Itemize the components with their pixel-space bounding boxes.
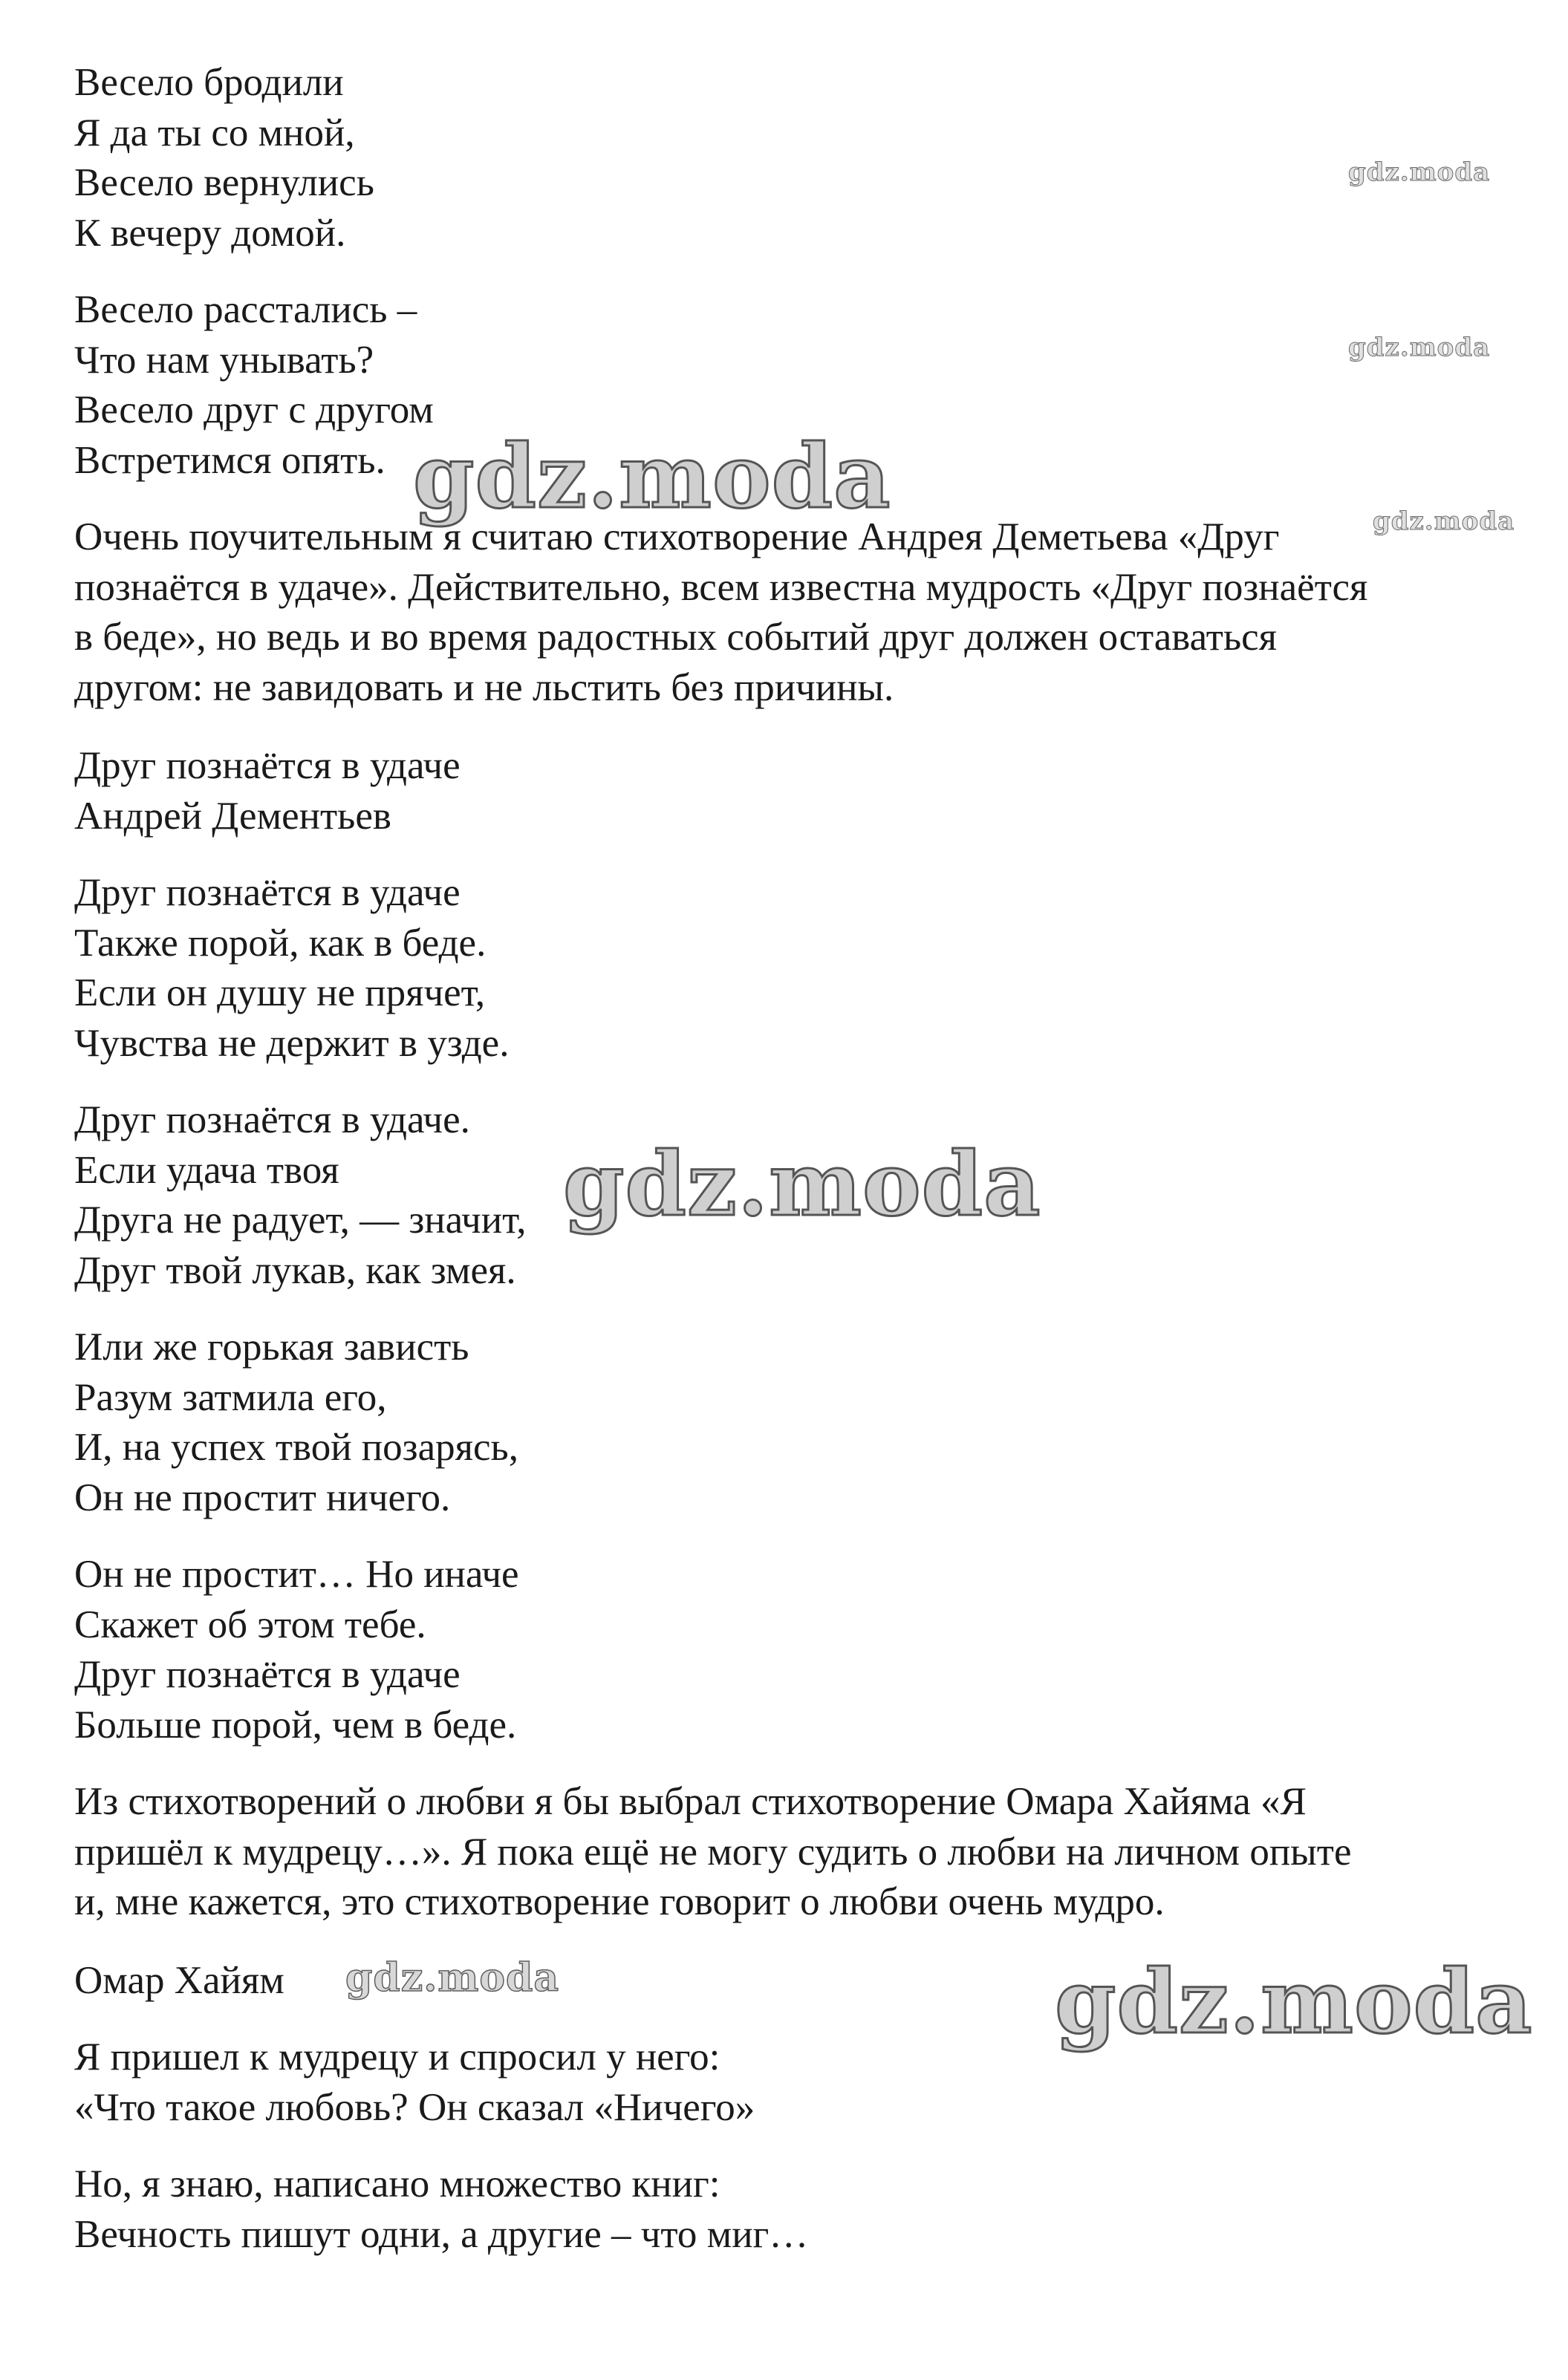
paragraph-line: Из стихотворений о любви я бы выбрал стихотворение Омара Хайяма «Я (74, 1780, 1307, 1823)
stanza (74, 58, 1508, 258)
paragraph-line: Очень поучительным я считаю стихотворение Андрея Деметьева «Друг (74, 515, 1280, 558)
verse-line: Друг познаётся в удаче (74, 871, 461, 914)
verse-line: Но, я знаю, написано множество книг: (74, 2162, 720, 2205)
verse-line: Он не простит ничего. (74, 1476, 451, 1519)
stanza (74, 868, 1508, 1069)
verse-line: Или же горькая зависть (74, 1326, 469, 1369)
verse-line: Друг твой лукав, как змея. (74, 1248, 516, 1292)
paragraph-line: в беде», но ведь и во время радостных событий друг должен оставаться (74, 616, 1278, 659)
verse-line: Если он душу не прячет, (74, 971, 486, 1014)
verse-line: Скажет об этом тебе. (74, 1603, 426, 1646)
verse-line: Весело расстались – (74, 288, 417, 331)
verse-line: Вечность пишут одни, а другие – что миг… (74, 2212, 809, 2256)
verse-line: Он не простит… Но иначе (74, 1553, 519, 1596)
verse-line: Встретимся опять. (74, 438, 386, 482)
verse-line: К вечеру домой. (74, 211, 346, 255)
document-text (74, 58, 1508, 2286)
watermark: gdz.moda (563, 1132, 1041, 1236)
stanza (74, 285, 1508, 486)
watermark: gdz.moda (1348, 333, 1491, 362)
verse-line: Весело друг с другом (74, 388, 434, 431)
stanza (74, 1323, 1508, 1523)
paragraph-line: и, мне кажется, это стихотворение говорит о любви очень мудро. (74, 1880, 1165, 1923)
verse-line: Весело бродили (74, 61, 344, 104)
verse-line: Весело вернулись (74, 161, 374, 204)
verse-line: Я пришел к мудрецу и спросил у него: (74, 2035, 720, 2079)
verse-line: Друг познаётся в удаче (74, 1653, 461, 1696)
paragraph-line: другом: не завидовать и не льстить без причины. (74, 665, 894, 709)
stanza (74, 2159, 1508, 2260)
verse-line: Друга не радует, — значит, (74, 1199, 527, 1242)
watermark: gdz.moda (1055, 1950, 1533, 2053)
stanza (74, 2032, 1508, 2133)
verse-line: Друг познаётся в удаче (74, 744, 461, 787)
stanza (74, 1956, 1508, 2006)
verse-line: Что нам унывать? (74, 338, 374, 382)
verse-line: Друг познаётся в удаче. (74, 1098, 470, 1141)
stanza (74, 1550, 1508, 1750)
watermark: gdz.moda (1373, 506, 1515, 536)
verse-line: Чувства не держит в узде. (74, 1021, 510, 1065)
watermark: gdz.moda (345, 1955, 560, 2001)
verse-line: Разум затмила его, (74, 1375, 387, 1419)
verse-line: «Что такое любовь? Он сказал «Ничего» (74, 2085, 755, 2129)
verse-line: Также порой, как в беде. (74, 921, 487, 965)
verse-line: Андрей Дементьев (74, 794, 391, 838)
verse-line: Если удача твоя (74, 1148, 339, 1192)
verse-line: Я да ты со мной, (74, 111, 355, 154)
verse-line: Больше порой, чем в беде. (74, 1703, 517, 1747)
paragraph (74, 512, 1508, 713)
watermark: gdz.moda (1348, 157, 1491, 187)
paragraph (74, 1777, 1508, 1928)
watermark: gdz.moda (413, 425, 891, 528)
paragraph-line: пришёл к мудрецу…». Я пока ещё не могу судить о любви на личном опыте (74, 1830, 1352, 1874)
stanza (74, 1095, 1508, 1296)
paragraph-line: познаётся в удаче». Действительно, всем известна мудрость «Друг познаётся (74, 565, 1368, 609)
verse-line: Омар Хайям (74, 1958, 284, 2002)
stanza (74, 741, 1508, 841)
verse-line: И, на успех твой позарясь, (74, 1426, 518, 1469)
